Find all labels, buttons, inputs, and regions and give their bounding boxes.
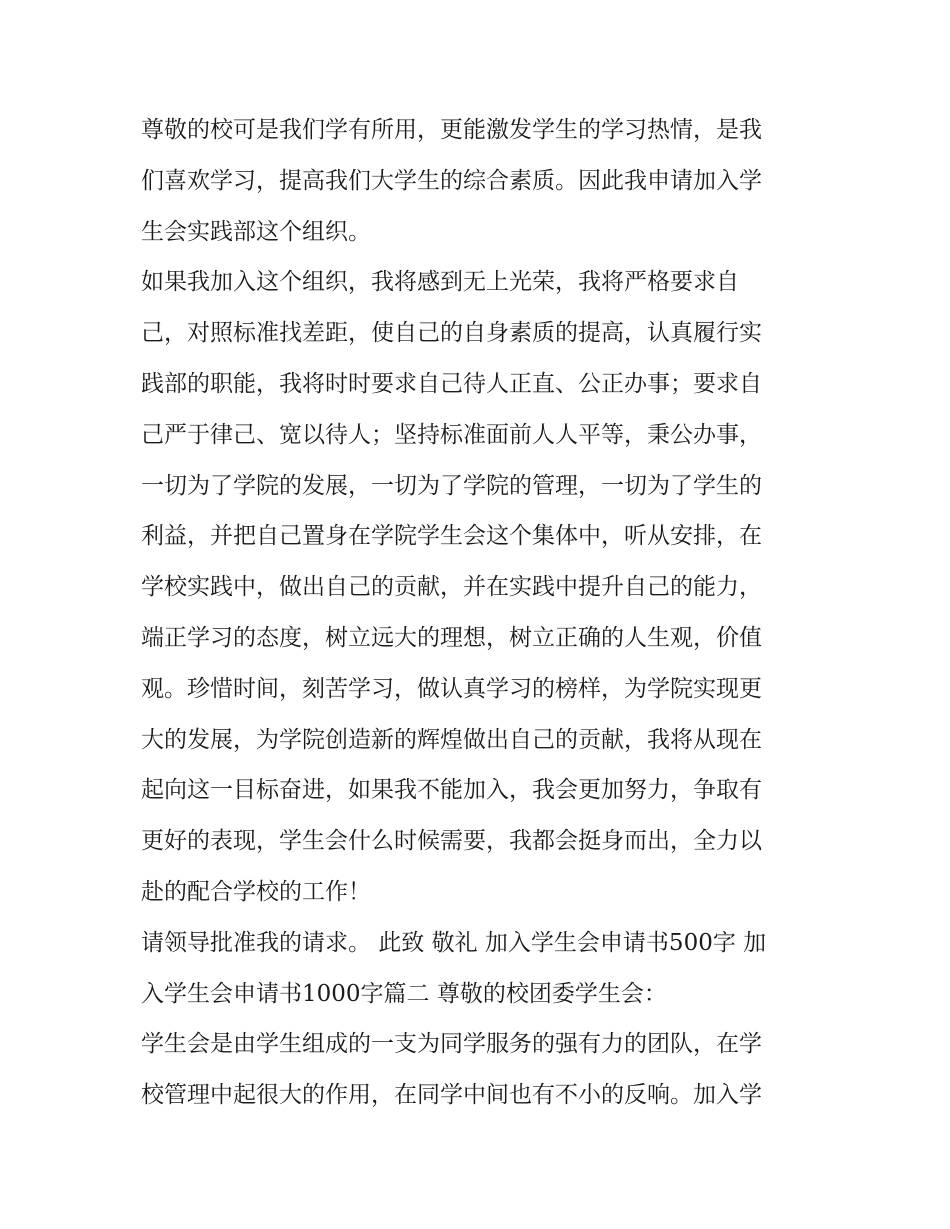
text-line: 观。珍惜时间，刻苦学习，做认真学习的榜样，为学院实现更: [141, 675, 762, 702]
text-line: 己，对照标准找差距，使自己的自身素质的提高，认真履行实: [141, 320, 762, 347]
text-line: 大的发展，为学院创造新的辉煌做出自己的贡献，我将从现在: [141, 726, 762, 753]
text-line: 们喜欢学习，提高我们大学生的综合素质。因此我申请加入学: [141, 167, 762, 194]
text-line: 端正学习的态度，树立远大的理想，树立正确的人生观，价值: [141, 624, 762, 651]
text-line: 入学生会申请书1000字篇二 尊敬的校团委学生会：: [141, 980, 667, 1007]
paragraph-2: [141, 257, 813, 917]
paragraph-1: [141, 105, 813, 257]
text-line: 生会实践部这个组织。: [141, 218, 371, 245]
text-line: 学校实践中，做出自己的贡献，并在实践中提升自己的能力，: [141, 574, 762, 601]
document-page: [141, 105, 813, 1121]
text-line: 起向这一目标奋进，如果我不能加入，我会更加努力，争取有: [141, 777, 762, 804]
text-line: 尊敬的校可是我们学有所用，更能激发学生的学习热情，是我: [141, 117, 762, 143]
text-line: 赴的配合学校的工作！: [141, 878, 371, 905]
text-line: 如果我加入这个组织，我将感到无上光荣，我将严格要求自: [141, 269, 739, 296]
text-line: 更好的表现，学生会什么时候需要，我都会挺身而出，全力以: [141, 828, 762, 855]
text-line: 学生会是由学生组成的一支为同学服务的强有力的团队，在学: [141, 1031, 762, 1058]
text-line: 一切为了学院的发展，一切为了学院的管理，一切为了学生的: [141, 472, 762, 499]
text-line: 校管理中起很大的作用，在同学中间也有不小的反响。加入学: [141, 1082, 762, 1109]
text-line: 己严于律己、宽以待人；坚持标准面前人人平等，秉公办事，: [141, 421, 762, 448]
text-line: 请领导批准我的请求。 此致 敬礼 加入学生会申请书500字 加: [141, 929, 767, 956]
text-line: 利益，并把自己置身在学院学生会这个集体中，听从安排，在: [141, 523, 762, 550]
paragraph-3: [141, 918, 813, 1020]
paragraph-4: [141, 1019, 813, 1121]
text-line: 践部的职能，我将时时要求自己待人正直、公正办事；要求自: [141, 370, 762, 397]
